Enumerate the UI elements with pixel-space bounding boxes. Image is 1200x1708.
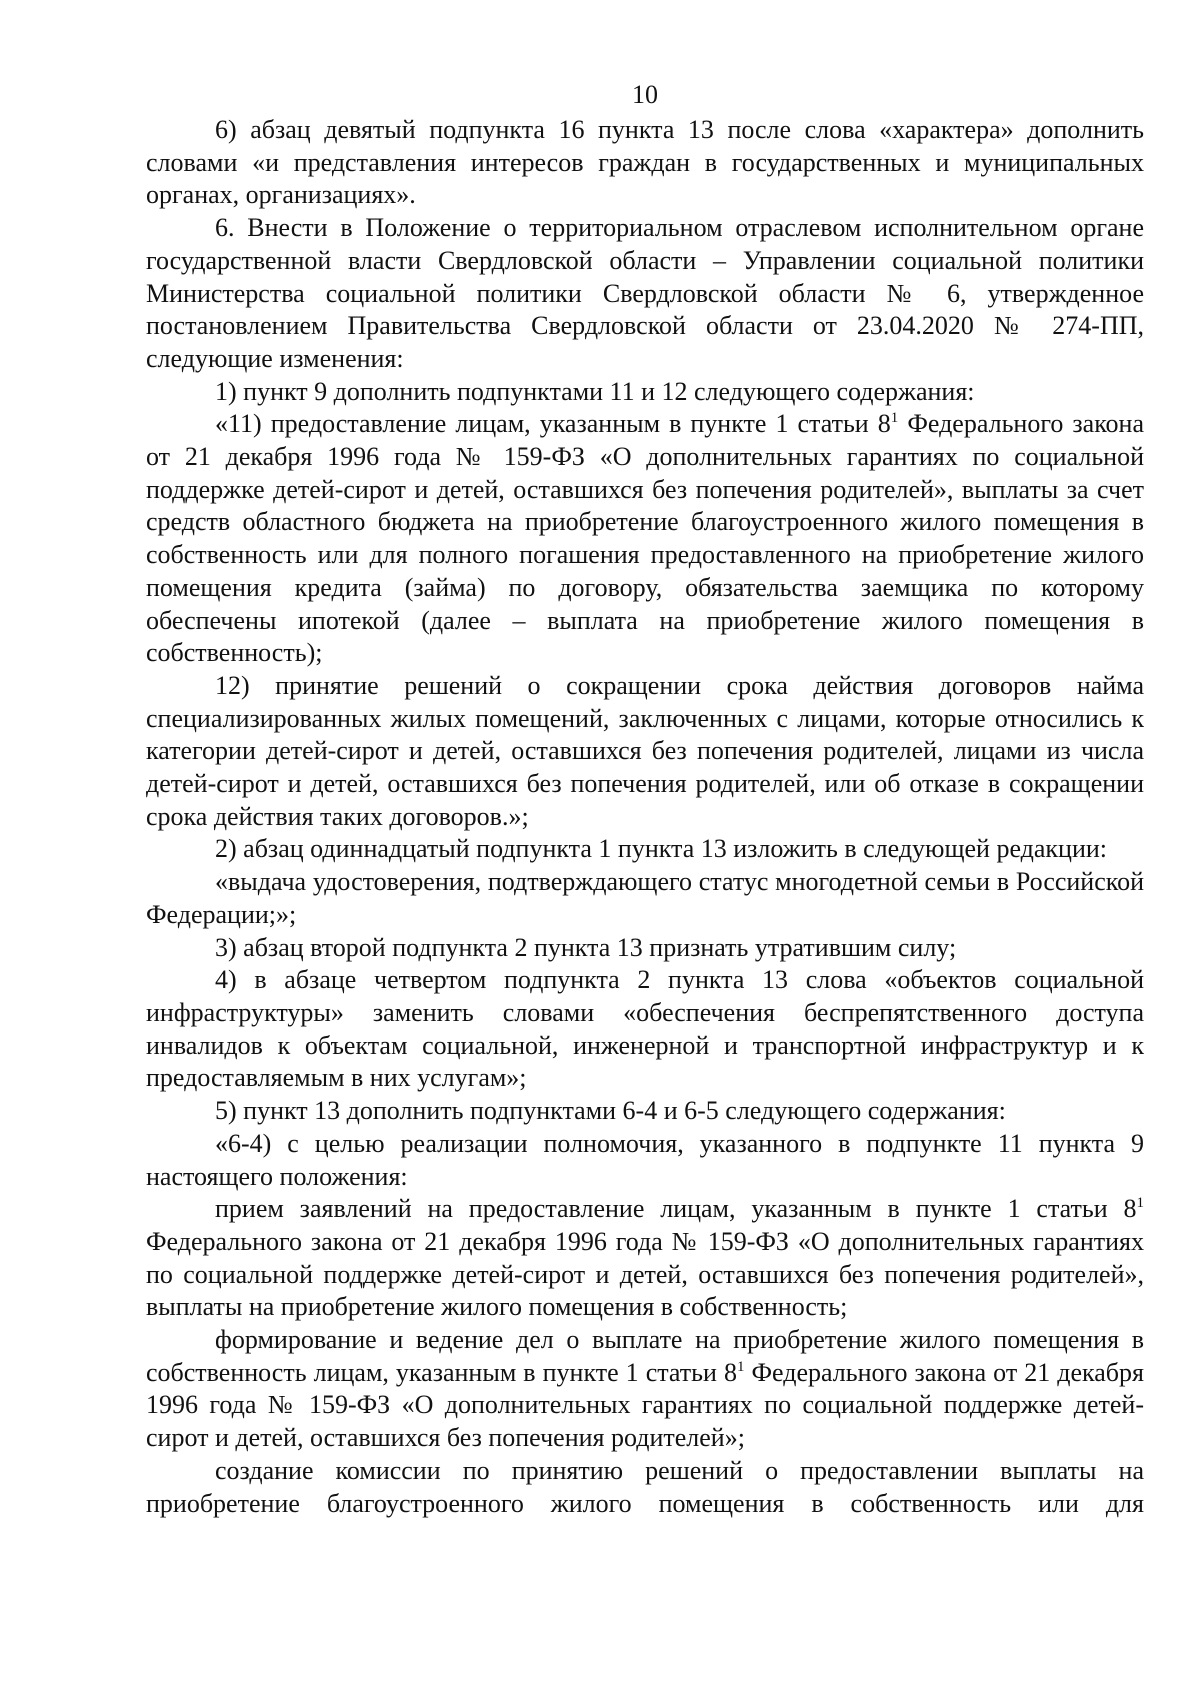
paragraph: 6) абзац девятый подпункта 16 пункта 13 после слова «характера» дополнить словами «и представления интересов граждан в государственных и муниципальных органах, организациях». <box>146 115 1144 210</box>
paragraph: 5) пункт 13 дополнить подпунктами 6-4 и 6-5 следующего содержания: <box>215 1096 1006 1126</box>
paragraph: 4) в абзаце четвертом подпункта 2 пункта 13 слова «объектов социальной инфраструктуры» заменить словами «обеспечения беспрепятственного доступа инвалидов к объектам социальной, инженерной и транспортной инфраструктур и к предоставляемым в них услугам»; <box>146 965 1144 1093</box>
paragraph-text: «11) предоставление лицам, указанным в пункте 1 статьи 8 <box>215 409 891 439</box>
superscript: 1 <box>736 1358 745 1375</box>
paragraph-continued: создание комиссии по принятию решений о предоставлении выплаты на приобретение благоустроенного жилого помещения в собственность или для <box>146 1455 1144 1518</box>
paragraph: 3) абзац второй подпункта 2 пункта 13 признать утратившим силу; <box>215 932 957 962</box>
paragraph: 12) принятие решений о сокращении срока действия договоров найма специализированных жилых помещений, заключенных с лицами, которые относились к категории детей-сирот и детей, оставшихся без попечения родителей, лицами из числа детей-сирот и детей, оставшихся без попечения родителей, или об отказе в сокращении срока действия таких договоров.»; <box>146 670 1144 831</box>
paragraph-text: прием заявлений на предоставление лицам, указанным в пункте 1 статьи 8 <box>215 1194 1137 1224</box>
paragraph: 6. Внести в Положение о территориальном отраслевом исполнительном органе государственной власти Свердловской области – Управлении социальной политики Министерства социальной политики Свердловской области № 6, утвержденное постановлением Правительства Свердловской области от 23.04.2020 № 274-ПП, следующие изменения: <box>146 213 1144 373</box>
paragraph-text: формирование и ведение дел о выплате на приобретение жилого помещения в собственность лицам, указанным в пункте 1 статьи 8 <box>146 1325 1144 1387</box>
paragraph-text: Федерального закона от 21 декабря 1996 года № 159-ФЗ «О дополнительных гарантиях по социальной поддержке детей-сирот и детей, оставшихся без попечения родителей», выплаты на приобретение жилого помещения в собственность; <box>146 1226 1144 1322</box>
paragraph <box>146 408 1144 670</box>
paragraph <box>146 1193 1144 1324</box>
paragraph <box>146 1324 1144 1455</box>
paragraph: «выдача удостоверения, подтверждающего статус многодетной семьи в Российской Федерации;»; <box>146 867 1144 929</box>
paragraph: «6-4) с целью реализации полномочия, указанного в подпункте 11 пункта 9 настоящего положения: <box>146 1128 1144 1191</box>
superscript: 1 <box>890 410 899 427</box>
paragraph-text: Федерального закона от 21 декабря 1996 года № 159-ФЗ «О дополнительных гарантиях по социальной поддержке детей-сирот и детей, оставшихся без попечения родителей», выплаты за счет средств областного бюджета на приобретение благоустроенного жилого помещения в собственность или для полного погашения предоставленного на приобретение жилого помещения кредита (займа) по договору, обязательства заемщика по которому обеспечены ипотекой (далее – выплата на приобретение жилого помещения в собственность); <box>146 409 1144 668</box>
paragraph-text: Федерального закона от 21 декабря 1996 года № 159-ФЗ «О дополнительных гарантиях по социальной поддержке детей-сирот и детей, оставшихся без попечения родителей»; <box>146 1357 1144 1453</box>
paragraph: 1) пункт 9 дополнить подпунктами 11 и 12 следующего содержания: <box>215 376 975 406</box>
paragraph: 2) абзац одиннадцатый подпункта 1 пункта 13 изложить в следующей редакции: <box>215 834 1108 864</box>
document-page <box>146 78 1144 1520</box>
superscript: 1 <box>1136 1195 1144 1212</box>
page-number: 10 <box>632 80 658 109</box>
